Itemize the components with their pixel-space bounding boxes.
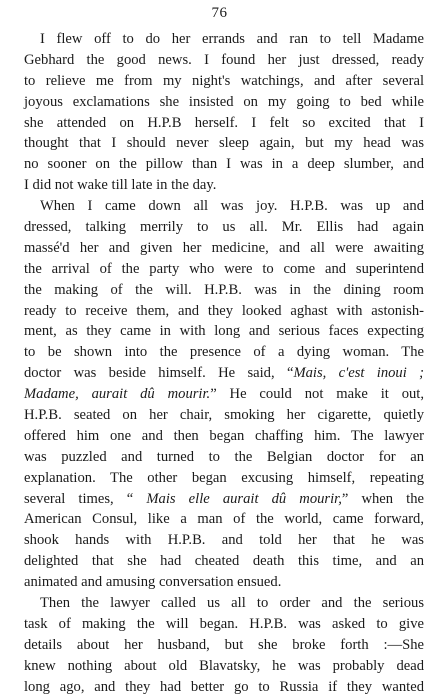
text-line: the arrival of the party who were to come and superintend <box>24 260 424 277</box>
text-line: to relieve me from my night's watchings, and after several <box>24 72 424 89</box>
text-line: no sooner on the pillow than I was in a deep slumber, and <box>24 156 424 173</box>
paragraph-3 <box>24 593 424 697</box>
text-line: I flew off to do her errands and ran to tell Madame <box>40 31 424 47</box>
text-line: delighted that she had cheated death this time, and an <box>24 553 424 570</box>
french-phrase: Mais elle aurait dû mourir, <box>146 490 342 507</box>
text-line: animated and amusing conversation ensued. <box>24 574 282 591</box>
body-text <box>24 29 424 698</box>
text-line: ment, as they came in with long and serious faces expecting <box>24 323 424 340</box>
text-line: ready to receive them, and they looked aghast with astonish- <box>24 302 424 319</box>
text-line: Gebhard the good news. I found her just dressed, ready <box>24 51 424 68</box>
text-line: massé'd her and given her medicine, and all were awaiting <box>24 239 424 256</box>
text-line: to be shown into the presence of a dying woman. The <box>24 344 424 361</box>
text-line: long ago, and they had better go to Russia if they wanted <box>24 678 424 695</box>
paragraph-2 <box>24 196 424 593</box>
text-line: doctor was beside himself. He said, “Mais, c'est inoui ; <box>24 365 424 382</box>
text-line: several times, “ Mais elle aurait dû mourir,” when the <box>24 490 425 507</box>
text-line: details about her husband, but she broke forth :—She <box>24 636 424 653</box>
text-line: dressed, talking merrily to us all. Mr. Ellis had again <box>24 219 424 236</box>
text-line: thought that I should never sleep again, but my head was <box>24 135 424 152</box>
text-line: knew nothing about old Blavatsky, he was probably dead <box>24 657 424 674</box>
text-line: joyous exclamations she insisted on my going to bed while <box>24 93 424 110</box>
french-phrase: Madame, aurait dû mourir. <box>24 386 211 403</box>
text-line: shook hands with H.P.B. and told her that he was <box>24 532 424 549</box>
text-line: offered him one and then began chaffing him. The lawyer <box>24 427 424 444</box>
text-line: Madame, aurait dû mourir.” He could not make it out, <box>24 386 424 403</box>
text-line: task of making the will began. H.P.B. was asked to give <box>24 615 424 632</box>
text-line: explanation. The other began excusing himself, repeating <box>24 469 424 486</box>
french-phrase: Mais, c'est inoui ; <box>293 365 424 382</box>
text-line: I did not wake till late in the day. <box>24 177 217 194</box>
page-number: 76 <box>211 5 228 21</box>
text-line: was puzzled and turned to the Belgian doctor for an <box>24 448 424 465</box>
text-line: H.P.B. seated on her chair, smoking her cigarette, quietly <box>24 407 424 424</box>
paragraph-1 <box>24 29 424 196</box>
text-line: When I came down all was joy. H.P.B. was up and <box>40 198 424 215</box>
text-line: Then the lawyer called us all to order and the serious <box>40 595 424 612</box>
text-line: American Consul, like a man of the world, came forward, <box>24 511 424 528</box>
text-line: the making of the will. H.P.B. was in the dining room <box>24 281 424 298</box>
text-line: she attended on H.P.B herself. I felt so excited that I <box>24 114 424 131</box>
